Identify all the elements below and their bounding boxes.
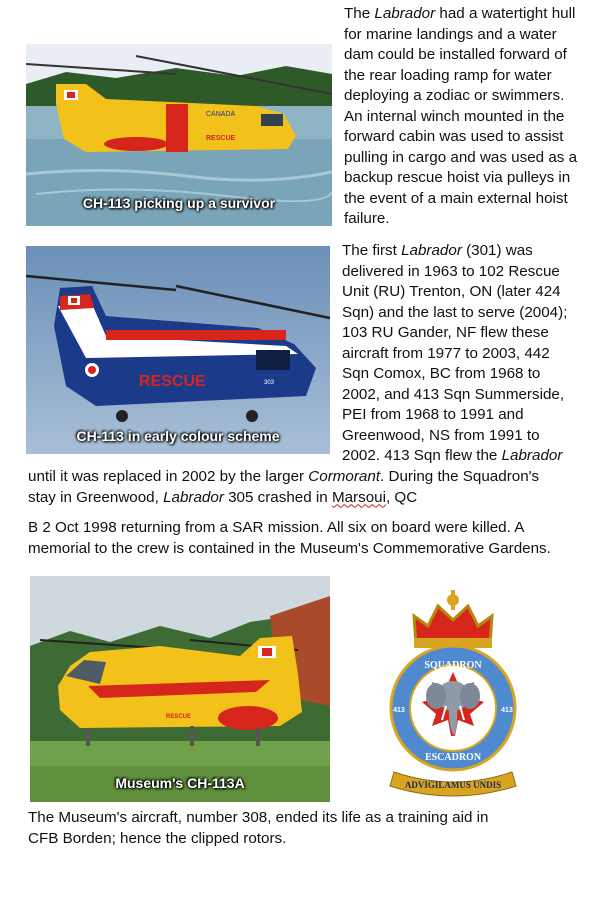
paragraph-2 (342, 241, 578, 467)
text-run: , QC (385, 488, 418, 506)
photo1-caption: CH-113 picking up a survivor (82, 195, 276, 211)
text-run-spellcheck: Marsoui (331, 488, 386, 506)
photo-helicopter-on-water (26, 44, 332, 226)
text-run: (301) was delivered in 1963 to 102 Rescue Unit (RU) Trenton, ON (later 424 Sqn) and the last to serve (2004); 103 RU Gander, NF flew these aircraft from 1977 to 2003, 442 Sqn Comox, BC from 1968 to 2002, and 413 Sqn Summerside, PEI from 1968 to 1991 and Greenwood, NS from 1991 to 2002. 413 Sqn flew the (342, 242, 568, 464)
photo1-side-text: RESCUE (206, 135, 236, 142)
photo2-caption: CH-113 in early colour scheme (76, 428, 280, 444)
text-run-italic: Labrador (163, 488, 224, 506)
paragraph-5: The Museum's aircraft, number 308, ended its life as a training aid in CFB Borden; hence the clipped rotors. (28, 809, 489, 847)
squadron-crest (372, 586, 534, 798)
crest-top-text: SQUADRON (424, 660, 482, 671)
crest-bottom-text: ESCADRON (424, 752, 482, 763)
text-run: . During the Squadron's stay in Greenwood, (28, 468, 540, 506)
photo1-fuselage-text: CANADA (206, 111, 236, 118)
photo3-side-text: RESCUE (166, 714, 192, 720)
paragraph-1 (344, 4, 584, 230)
text-run: The first (342, 242, 402, 259)
text-run-italic: Labrador (374, 5, 436, 22)
text-run: The (344, 5, 375, 22)
photo2-tail-number: 303 (264, 380, 275, 386)
text-run-italic: Cormorant (308, 468, 381, 485)
text-run: until it was replaced in 2002 by the larger (28, 468, 309, 485)
photo3-caption: Museum's CH-113A (115, 775, 245, 791)
photo2-side-text: RESCUE (139, 373, 206, 390)
text-run-italic: Labrador (501, 447, 563, 464)
text-run-italic: Labrador (401, 242, 462, 259)
photo-museum-aircraft (30, 576, 330, 802)
crest-motto: ADVIGILAMUS UNDIS (404, 780, 502, 790)
crest-number-right: 413 (501, 707, 513, 714)
paragraph-4: B 2 Oct 1998 returning from a SAR mission. All six on board were killed. A memorial to the crew is contained in the Museum's Commemorative Gardens. (28, 519, 551, 557)
paragraph-3 (28, 467, 568, 508)
crest-number-left: 413 (393, 707, 405, 714)
text-run: 305 crashed in (223, 488, 332, 506)
photo-early-colour-scheme (26, 246, 330, 454)
text-run: had a watertight hull for marine landings and a water dam could be installed forward of the rear loading ramp for water deploying a zodiac or swimmers. An internal winch mounted in the forward cabin was used to assist pulling in cargo and was used as a backup rescue hoist via pulleys in the event of a main external hoist failure. (344, 5, 578, 227)
